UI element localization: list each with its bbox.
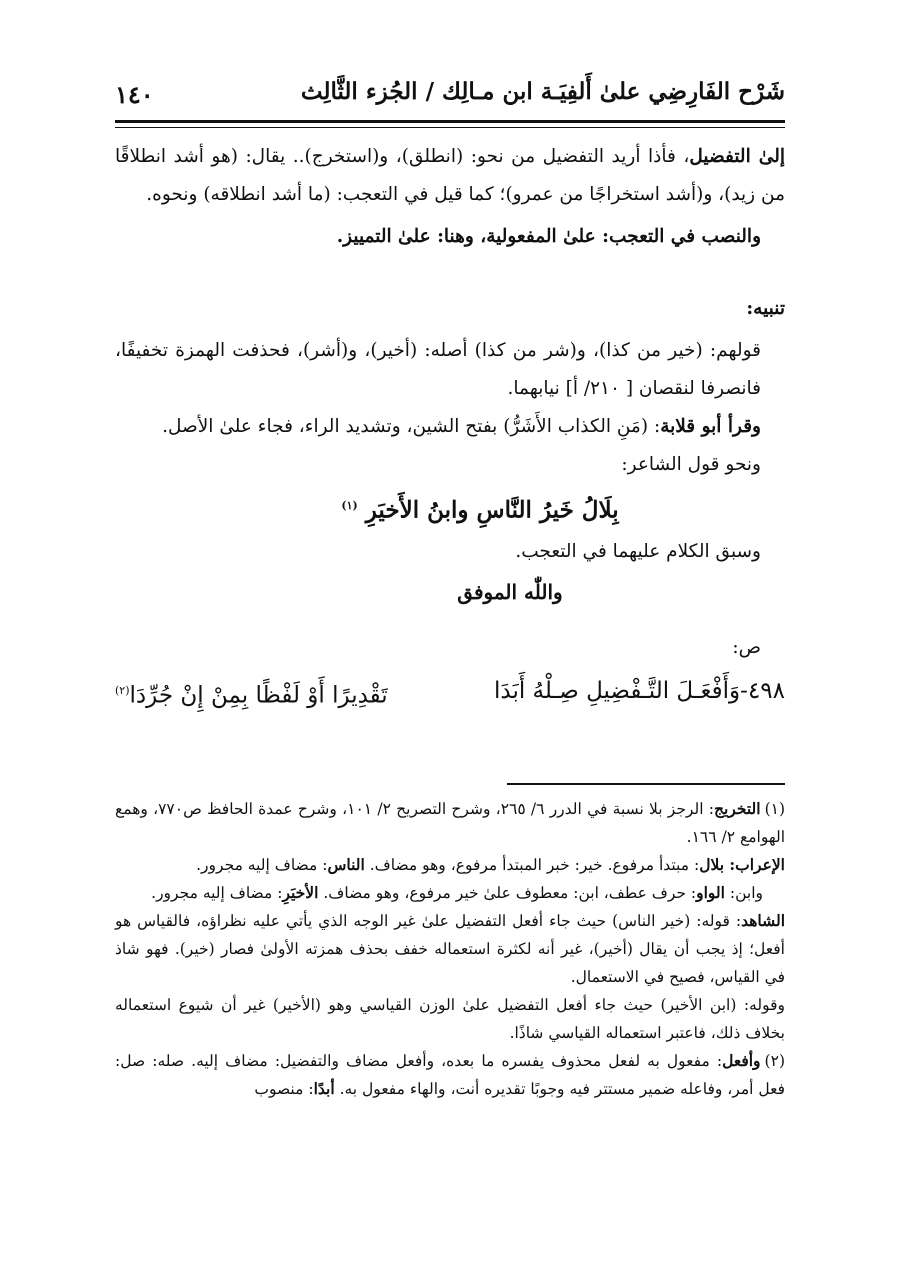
footnote-parsing-lead: الإعراب: بلال	[699, 855, 785, 874]
footnote-parsing-term: الناس	[327, 855, 365, 874]
paragraph-4-text: : (مَنِ الكذاب الأَشَرُّ) بفتح الشين، وتشديد الراء، فجاء علىٰ الأصل.	[162, 416, 661, 437]
footnote-parsing-cont-a: وابن:	[724, 884, 763, 902]
footnote-2-lead: وأفعل	[722, 1051, 761, 1070]
poem-second-hemistich	[115, 669, 388, 718]
paragraph-1	[115, 138, 785, 214]
footnote-parsing-tail: : مضاف إليه مجرور.	[196, 856, 328, 874]
footnote-evidence-lead: الشاهد	[741, 911, 785, 930]
header-rule-thin	[115, 127, 785, 128]
paragraph-3: قولهم: (خير من كذا)، و(شر من كذا) أصله: (أخير)، و(أشر)، فحذفت الهمزة تخفيفًا، فانصرفا لنقصان [ ٢١٠/ أ] نيابهما.	[115, 340, 761, 399]
text-label: ص:	[732, 636, 761, 658]
poem-line	[115, 669, 785, 718]
footnote-parsing-cont	[115, 879, 785, 907]
paragraph-4	[115, 408, 785, 446]
verse-text: بِلَالُ خَيرُ النَّاسِ وابنُ الأَخيَرِ	[365, 496, 619, 524]
footnote-evidence-2: وقوله: (ابن الأخير) حيث جاء أفعل التفضيل علىٰ الوزن القياسي وهو (الأخير) غير أن شيوع استعماله بخلاف ذلك، فاعتبر استعماله القياسي شاذًا.	[115, 996, 785, 1042]
poem-first-hemistich	[494, 669, 785, 718]
footnote-parsing-cont-term2: الأخيَرِ	[282, 883, 319, 902]
paragraph-2: والنصب في التعجب: علىٰ المفعولية، وهنا: علىٰ التمييز.	[336, 226, 761, 247]
poem-footnote-ref: (٢)	[115, 683, 130, 697]
footnote-evidence-text: : قوله: (خير الناس) حيث جاء أفعل التفضيل علىٰ غير الوجه الذي يأتي عليه نظراؤه، فالقياس هو أفعل؛ إذ يجب أن يقال (أخير)، غير أنه لكثرة استعماله خفف بحذف همزته الأولىٰ فصار (خير). فهو شاذ في القياس، فصيح في الاستعمال.	[115, 912, 785, 986]
paragraph-1-lead: إلىٰ التفضيل	[689, 146, 785, 167]
running-title: شَرْح الفَارِضِي علىٰ أَلفِيَـة ابن مـالِك / الجُزء الثَّالِث	[300, 78, 785, 105]
footnote-parsing-text: : مبتدأ مرفوع. خير: خبر المبتدأ مرفوع، وهو مضاف.	[364, 856, 700, 874]
page-header	[115, 78, 785, 118]
paragraph-5: ونحو قول الشاعر:	[621, 454, 761, 475]
footnote-parsing	[115, 851, 785, 879]
footnote-separator	[507, 783, 785, 785]
footnote-evidence	[115, 907, 785, 991]
footnote-1	[115, 795, 785, 851]
footnote-1-text: : الرجز بلا نسبة في الدرر ٦/ ٢٦٥، وشرح التصريح ٢/ ١٠١، وشرح عمدة الحافظ ص٧٧٠، وهمع الهوامع ٢/ ١٦٦.	[115, 800, 785, 846]
footnote-2-term: أبدًا	[313, 1079, 335, 1098]
main-text	[115, 138, 785, 717]
footnote-2-number: (٢)	[764, 1052, 785, 1070]
poem-second-text: تَقْدِيرًا أَوْ لَفْظًا بِمِنْ إِنْ جُرِّدَا	[129, 682, 388, 709]
footnote-2	[115, 1047, 785, 1103]
paragraph-1-text: ، فأذا أريد التفضيل من نحو: (انطلق)، و(استخرج).. يقال: (هو أشد انطلاقًا من زيد)، و(أشد استخراجًا من عمرو)؛ كما قيل في التعجب: (ما أشد انطلاقه) ونحوه.	[115, 146, 785, 205]
footnote-1-number: (١)	[764, 800, 786, 818]
footnote-parsing-cont-c: : مضاف إليه مجرور.	[151, 884, 283, 902]
footnote-parsing-cont-term: الواو	[696, 883, 725, 902]
header-rule-thick	[115, 120, 785, 123]
paragraph-4-lead: وقرأ أبو قلابة	[660, 416, 761, 437]
notice-heading: تنبيه:	[746, 298, 785, 319]
book-page	[115, 0, 785, 1271]
poem-first-text: وَأَفْعَـلَ التَّـفْضِيلِ صِـلْهُ أَبَدَا	[493, 677, 741, 704]
footnotes	[115, 795, 785, 1103]
verse-footnote-ref: (١)	[341, 499, 358, 512]
poem-number: ٤٩٨-	[740, 677, 785, 704]
footnote-parsing-cont-b: : حرف عطف، ابن: معطوف علىٰ خير مرفوع، وهو مضاف.	[318, 884, 697, 902]
footnote-2-text: : مفعول به لفعل محذوف يفسره ما بعده، وأفعل مضاف والتفضيل: مضاف إليه. صله: صل: فعل أمر، وفاعله ضمير مستتر فيه وجوبًا تقديره أنت، والهاء مفعول به.	[115, 1052, 785, 1098]
verse-line	[115, 484, 785, 533]
paragraph-6: وسبق الكلام عليهما في التعجب.	[515, 540, 761, 562]
page-number: ١٤٠	[115, 80, 154, 109]
footnote-2-tail: : منصوب	[254, 1080, 314, 1098]
footnote-1-lead: التخريج	[713, 799, 761, 818]
closing-phrase: واللّٰه الموفق	[457, 579, 563, 604]
